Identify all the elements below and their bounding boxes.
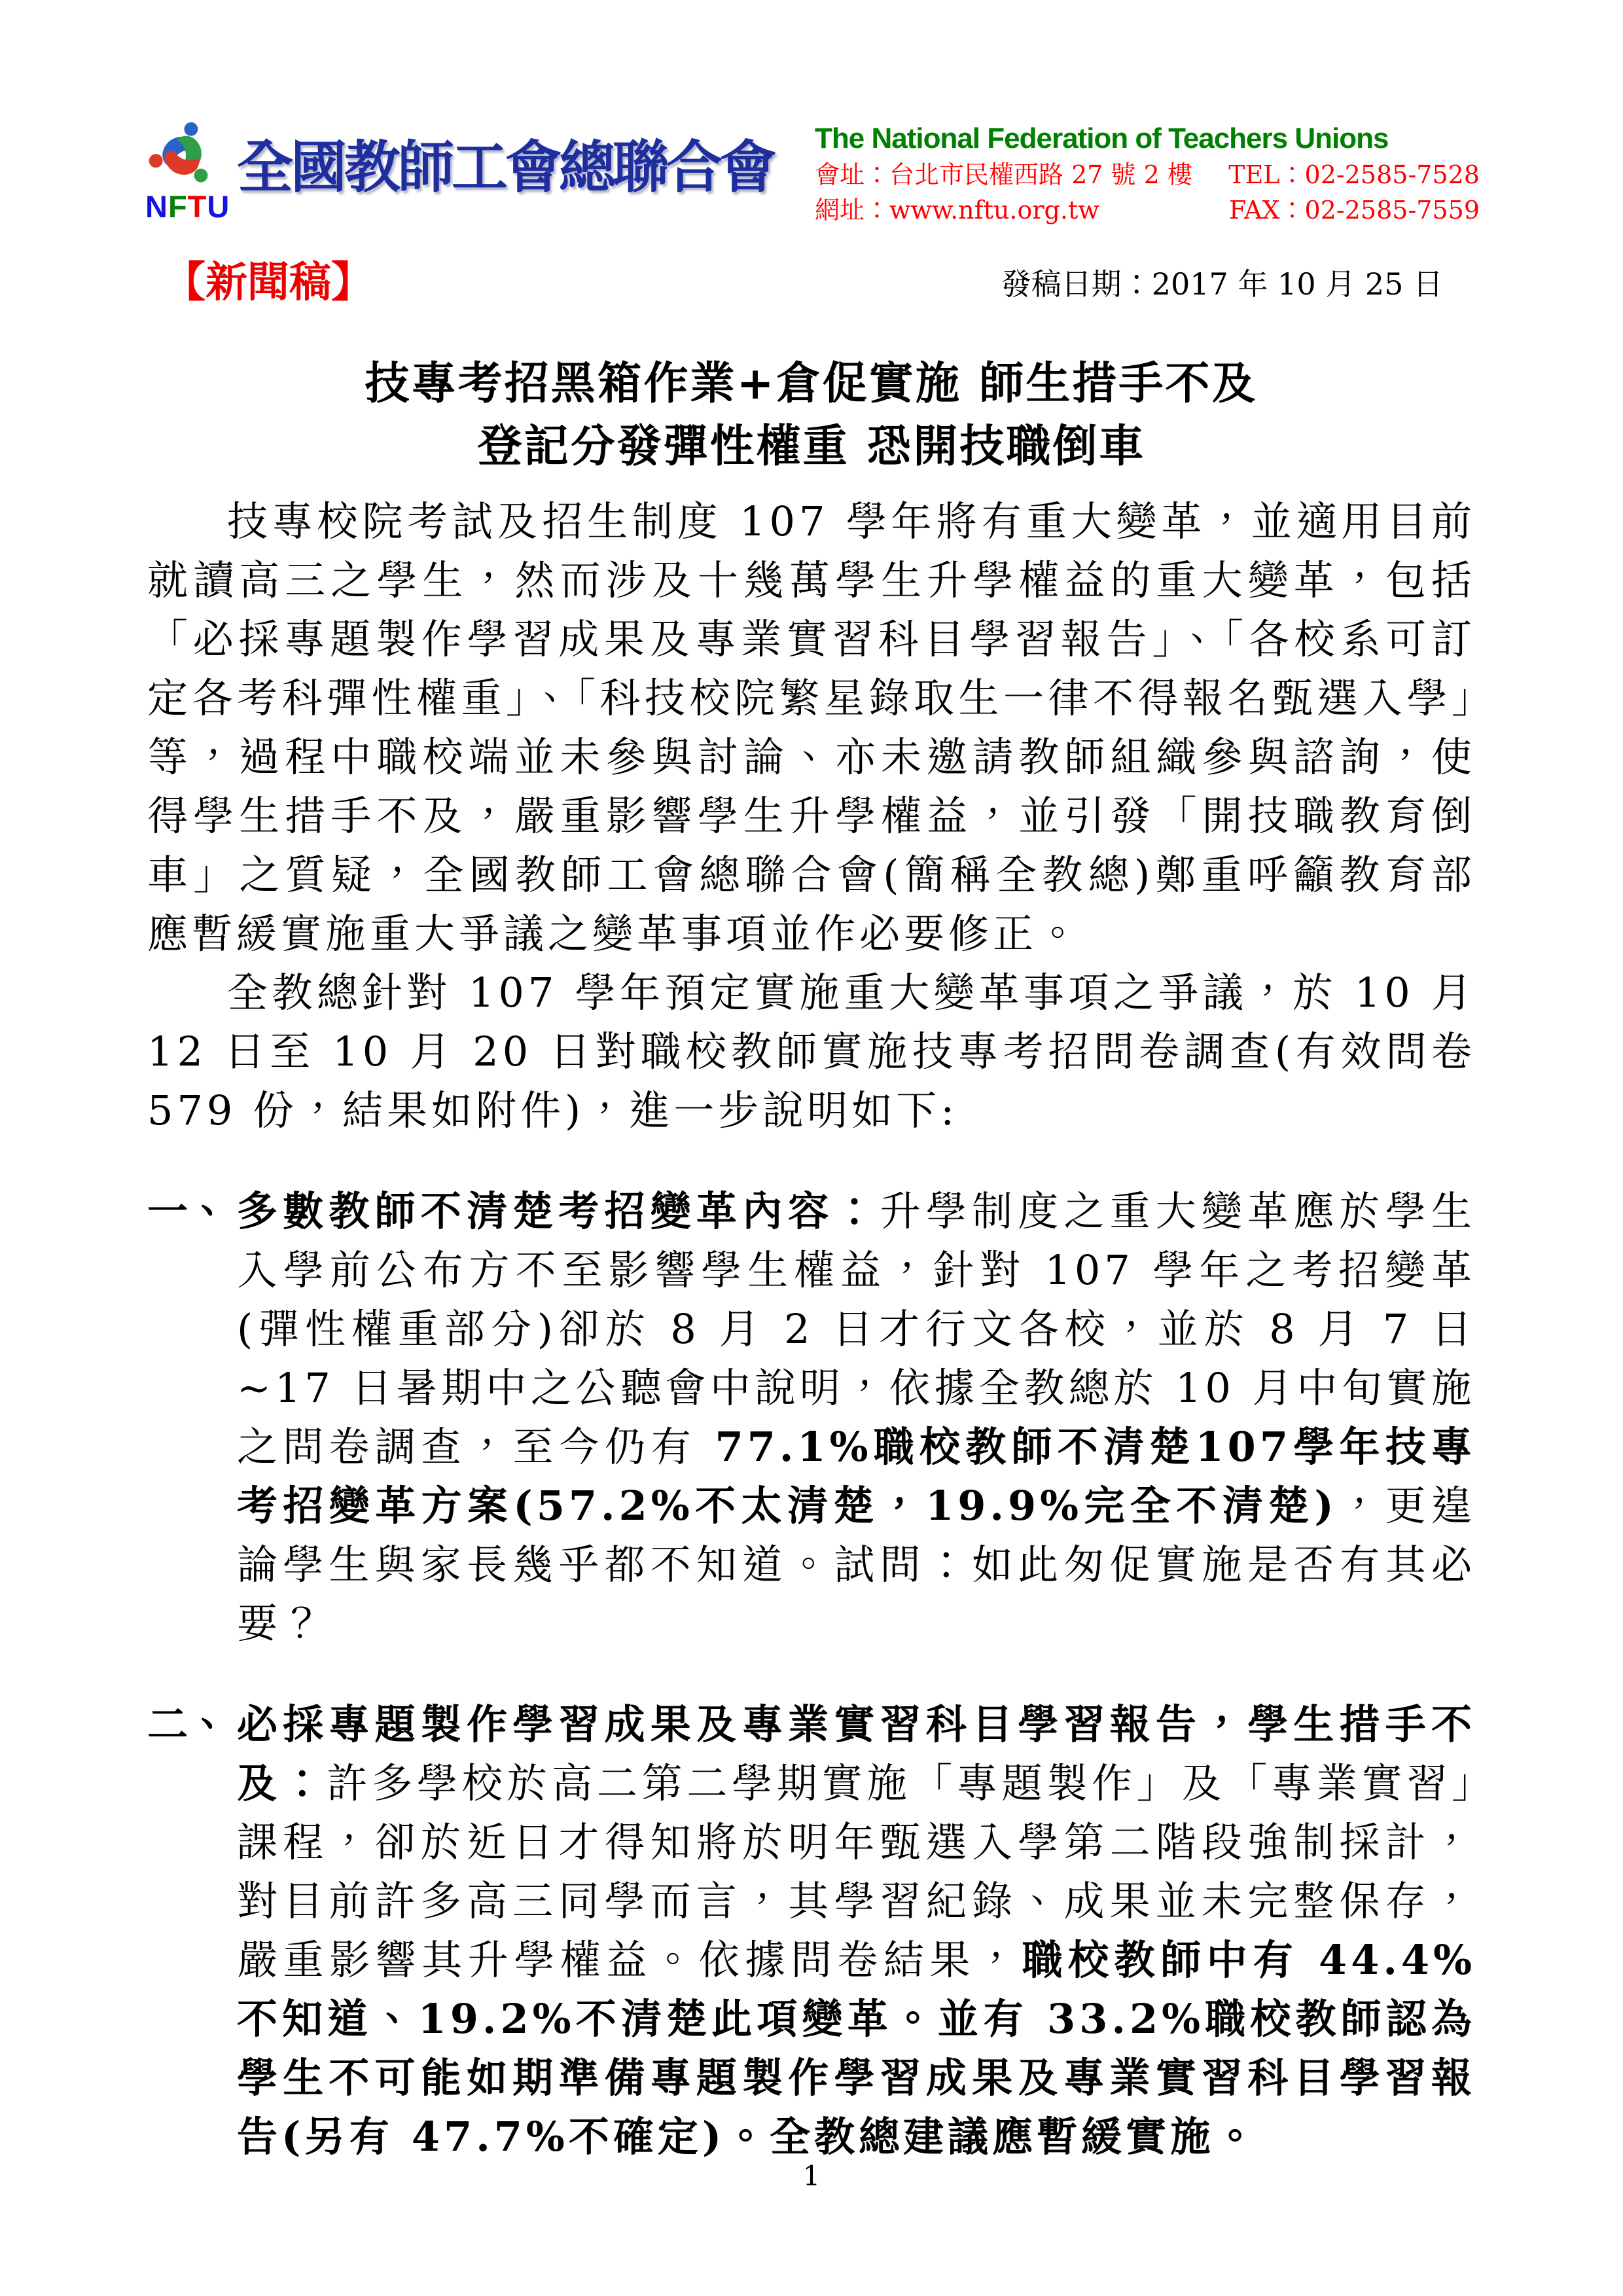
nftu-acronym — [145, 189, 237, 224]
item-1-text: 升學制度之重大變革應於學生入學前公布方不至影響學生權益，針對 107 學年之考招變革(彈性權重部分)卻於 8 月 2 日才行文各校，並於 8 月 7 日~17 日暑期中之公聽會中說明，依據全教總於 10 月中旬實施之問卷調查，至今仍有 — [237, 1187, 1476, 1471]
title-line-1: 技專考招黑箱作業+倉促實施 師生措手不及 — [365, 357, 1258, 410]
item-1-marker: 一、 — [147, 1187, 229, 1235]
list-item-2 — [147, 1695, 1476, 2166]
document-body — [147, 492, 1476, 2166]
org-name-zh: 全國教師工會總聯合會 — [237, 134, 774, 200]
contact-row-1 — [815, 160, 1480, 190]
nftu-letter-u: U — [207, 189, 230, 224]
org-tel: TEL：02-2585-7528 — [1228, 160, 1480, 189]
item-1-title: 多數教師不清楚考招變革內容： — [237, 1187, 880, 1235]
org-name-en: The National Federation of Teachers Unions — [815, 122, 1389, 154]
org-fax: FAX：02-2585-7559 — [1228, 196, 1480, 224]
release-date: 發稿日期：2017 年 10 月 25 日 — [1001, 266, 1443, 302]
title-line-2: 登記分發彈性權重 恐開技職倒車 — [477, 420, 1146, 473]
document-title — [0, 352, 1623, 478]
doc-type-label: 【新聞稿】 — [164, 258, 373, 307]
item-1-text-tail: ，更遑論學生與家長幾乎都不知道。試問：如此匆促實施是否有其必要？ — [237, 1482, 1476, 1647]
paragraph-2: 全教總針對 107 學年預定實施重大變革事項之爭議，於 10 月 12 日至 10 月 20 日對職校教師實施技專考招問卷調查(有效問卷 579 份，結果如附件)，進一步說明如下: — [147, 969, 1476, 1134]
org-address: 會址：台北市民權西路 27 號 2 樓 — [815, 160, 1192, 189]
paragraph-1: 技專校院考試及招生制度 107 學年將有重大變革，並適用目前就讀高三之學生，然而涉及十幾萬學生升學權益的重大變革，包括「必採專題製作學習成果及專業實習科目學習報告」、「各校系可訂定各考科彈性權重」、「科技校院繁星錄取生一律不得報名甄選入學」等，過程中職校端並未參與討論、亦未邀請教師組織參與諮詢，使得學生措手不及，嚴重影響學生升學權益，並引發「開技職教育倒車」之質疑，全國教師工會總聯合會(簡稱全教總)鄭重呼籲教育部應暫緩實施重大爭議之變革事項並作必要修正。 — [147, 497, 1476, 958]
contact-block — [815, 123, 1480, 225]
contact-row-2 — [815, 195, 1480, 225]
page-number: 1 — [802, 2160, 821, 2192]
item-2-text: 許多學校於高二第二學期實施「專題製作」及「專業實習」課程，卻於近日才得知將於明年甄選入學第二階段強制採計，對目前許多高三同學而言，其學習紀錄、成果並未完整保存，嚴重影響其升學權益。依據問卷結果， — [237, 1759, 1476, 1984]
item-1-stat-bold: 77.1%職校教師不清楚107學年技專考招變革方案(57.2%不太清楚，19.9%完全不清楚) — [237, 1423, 1476, 1530]
nftu-logo-icon — [145, 117, 220, 194]
nftu-letter-t: T — [187, 189, 207, 224]
nftu-logo — [145, 117, 237, 224]
item-2-stat-bold: 職校教師中有 44.4%不知道、19.2%不清楚此項變革。並有 33.2%職校教師認為學生不可能如期準備專題製作學習成果及專業實習科目學習報告(另有 47.7%不確定)。全教總建議應暫緩實施。 — [237, 1936, 1476, 2161]
item-2-marker: 二、 — [147, 1700, 229, 1748]
nftu-letter-n: N — [145, 189, 168, 224]
nftu-letter-f: F — [168, 189, 188, 224]
item-2-title: 必採專題製作學習成果及專業實習科目學習報告，學生措手不及： — [237, 1700, 1476, 1807]
org-website: 網址：www.nftu.org.tw — [815, 196, 1099, 224]
list-item-1 — [147, 1182, 1476, 1653]
